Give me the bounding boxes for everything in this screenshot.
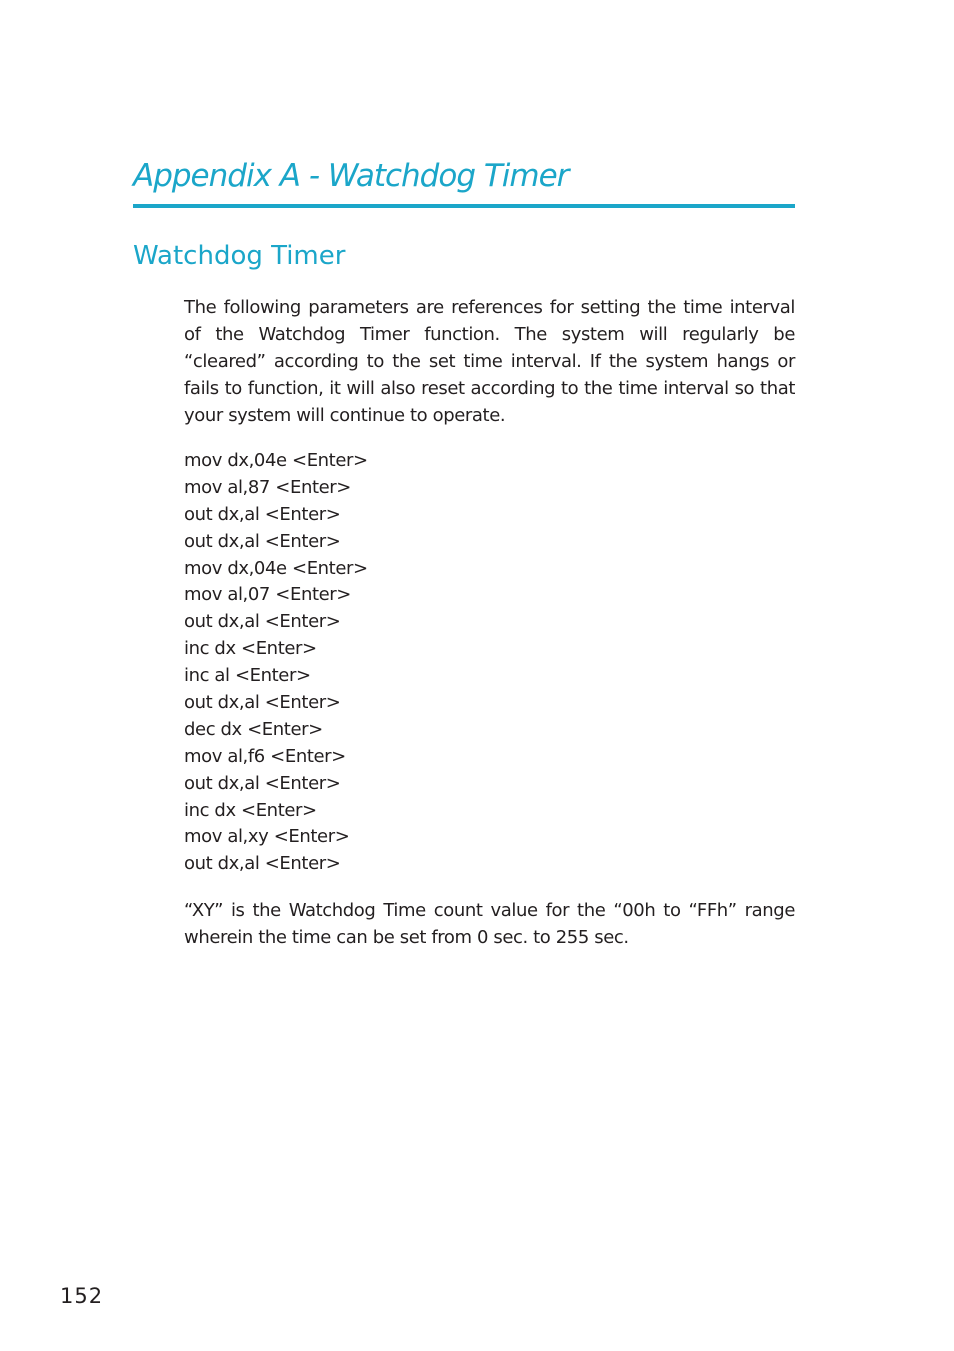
code-line: inc al <Enter> [184,665,311,687]
title-divider [133,204,795,208]
code-line: out dx,al <Enter> [184,530,341,552]
range-note-paragraph: “XY” is the Watchdog Time count value for the “00h to “FFh” range wherein the time can be set from 0 sec. to 255 sec. [184,900,795,948]
code-line: dec dx <Enter> [184,718,323,740]
code-line: mov dx,04e <Enter> [184,557,368,579]
code-line: mov dx,04e <Enter> [184,450,368,471]
section-heading: Watchdog Timer [133,241,346,271]
page-number: 152 [60,1284,104,1308]
code-line: inc dx <Enter> [184,638,317,660]
code-line: out dx,al <Enter> [184,503,341,525]
code-line: out dx,al <Enter> [184,772,341,794]
code-line: out dx,al <Enter> [184,611,341,633]
code-line: out dx,al <Enter> [184,692,341,714]
code-line: mov al,xy <Enter> [184,826,350,848]
code-line: inc dx <Enter> [184,799,317,821]
code-line: mov al,f6 <Enter> [184,745,346,767]
appendix-title: Appendix A - Watchdog Timer [133,158,569,194]
intro-paragraph: The following parameters are references for setting the time interval of the Watchdog Timer function. The system will regularly be “cleared” according to the set time interval. If the system hangs or fails to function, it will also reset according to the time interval so that your system will continue to operate. [184,297,795,426]
code-line: out dx,al <Enter> [184,853,341,875]
code-line: mov al,07 <Enter> [184,584,351,606]
code-listing [184,448,795,878]
code-line: mov al,87 <Enter> [184,476,351,498]
